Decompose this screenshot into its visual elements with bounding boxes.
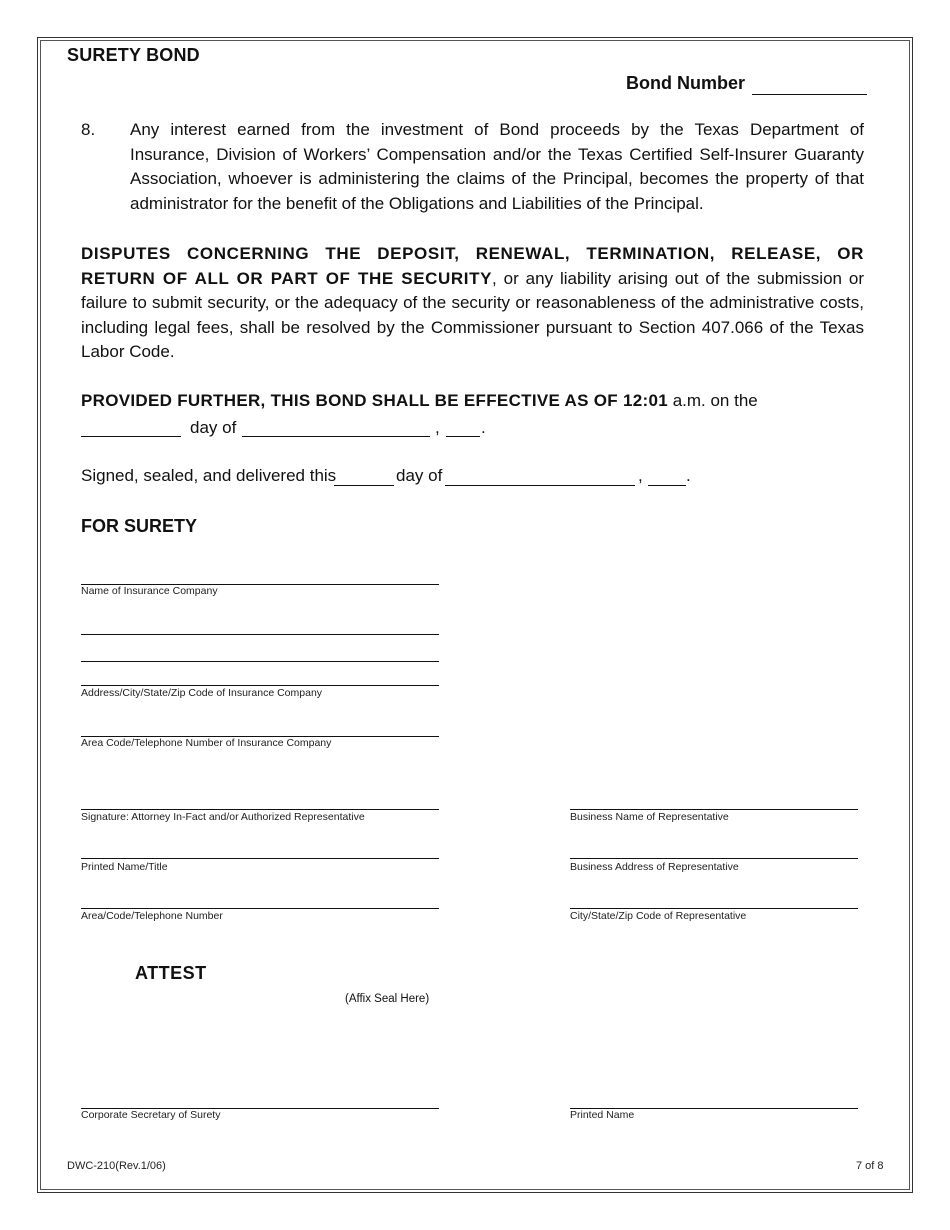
bond-number-field[interactable] [752,94,867,95]
printed-name-label: Printed Name [570,1109,635,1121]
printed-name-title-field[interactable] [81,858,439,859]
effective-rest-text: a.m. on the [667,391,758,410]
disputes-rest-text: , or any liability arising out of the submission or failure to submit security, or the adequacy of the security or reasonableness of the administrative costs, including legal fees, shall be resolved by the Commissioner pursuant to Section 407.066 of the Texas Labor Code. [81,268,864,361]
bond-number-label: Bond Number [626,73,745,93]
city-state-zip-label: City/State/Zip Code of Representative [570,910,747,922]
signature-field[interactable] [81,809,439,810]
disputes-paragraph [81,242,864,365]
item-8-text: Any interest earned from the investment of Bond proceeds by the Texas Department of Insurance, Division of Workers’ Compensation and/or the Texas Certified Self-Insurer Guaranty Association, whoever is administering the claims of the Principal, becomes the property of that administrator for the benefit of the Obligations and Liabilities of the Principal. [130,120,864,213]
document-title: SURETY BOND [67,45,200,65]
insurance-company-name-label: Name of Insurance Company [81,585,218,597]
disputes-bold-text: DISPUTES CONCERNING THE DEPOSIT, RENEWAL, TERMINATION, RELEASE, OR RETURN OF ALL OR PART OF THE SECURITY [81,244,864,288]
business-address-label: Business Address of Representative [570,861,739,873]
business-name-label: Business Name of Representative [570,811,729,823]
telephone-label: Area/Code/Telephone Number [81,910,223,922]
address-line-2[interactable] [81,661,439,662]
business-address-field[interactable] [570,858,858,859]
signature-label: Signature: Attorney In-Fact and/or Authorized Representative [81,811,365,823]
effective-comma: , [435,418,440,437]
signed-month-field[interactable] [445,471,635,486]
signed-day-of-label: day of [396,466,443,485]
business-name-field[interactable] [570,809,858,810]
effective-day-field[interactable] [81,422,181,437]
city-state-zip-field[interactable] [570,908,858,909]
signed-day-field[interactable] [334,471,394,486]
item-number: 8. [81,120,96,139]
company-phone-label: Area Code/Telephone Number of Insurance Company [81,737,332,749]
address-line-3[interactable] [81,685,439,686]
effective-clause [81,391,864,411]
signed-comma: , [638,466,643,485]
effective-year-field[interactable] [446,422,480,437]
page-number: 7 of 8 [856,1160,884,1172]
effective-period: . [481,418,486,437]
effective-day-of-label: day of [190,418,237,437]
signed-prefix: Signed, sealed, and delivered this [81,466,337,485]
address-line-1[interactable] [81,634,439,635]
signed-year-field[interactable] [648,471,686,486]
address-label: Address/City/State/Zip Code of Insurance Company [81,687,323,699]
attest-heading: ATTEST [135,963,207,983]
corporate-secretary-label: Corporate Secretary of Surety [81,1109,221,1121]
seal-note: (Affix Seal Here) [345,993,430,1005]
effective-month-field[interactable] [242,422,430,437]
signed-period: . [686,466,691,485]
printed-name-title-label: Printed Name/Title [81,861,168,873]
telephone-field[interactable] [81,908,439,909]
form-id: DWC-210(Rev.1/06) [67,1160,166,1172]
effective-bold-text: PROVIDED FURTHER, THIS BOND SHALL BE EFFECTIVE AS OF 12:01 [81,391,668,410]
for-surety-heading: FOR SURETY [81,516,198,536]
